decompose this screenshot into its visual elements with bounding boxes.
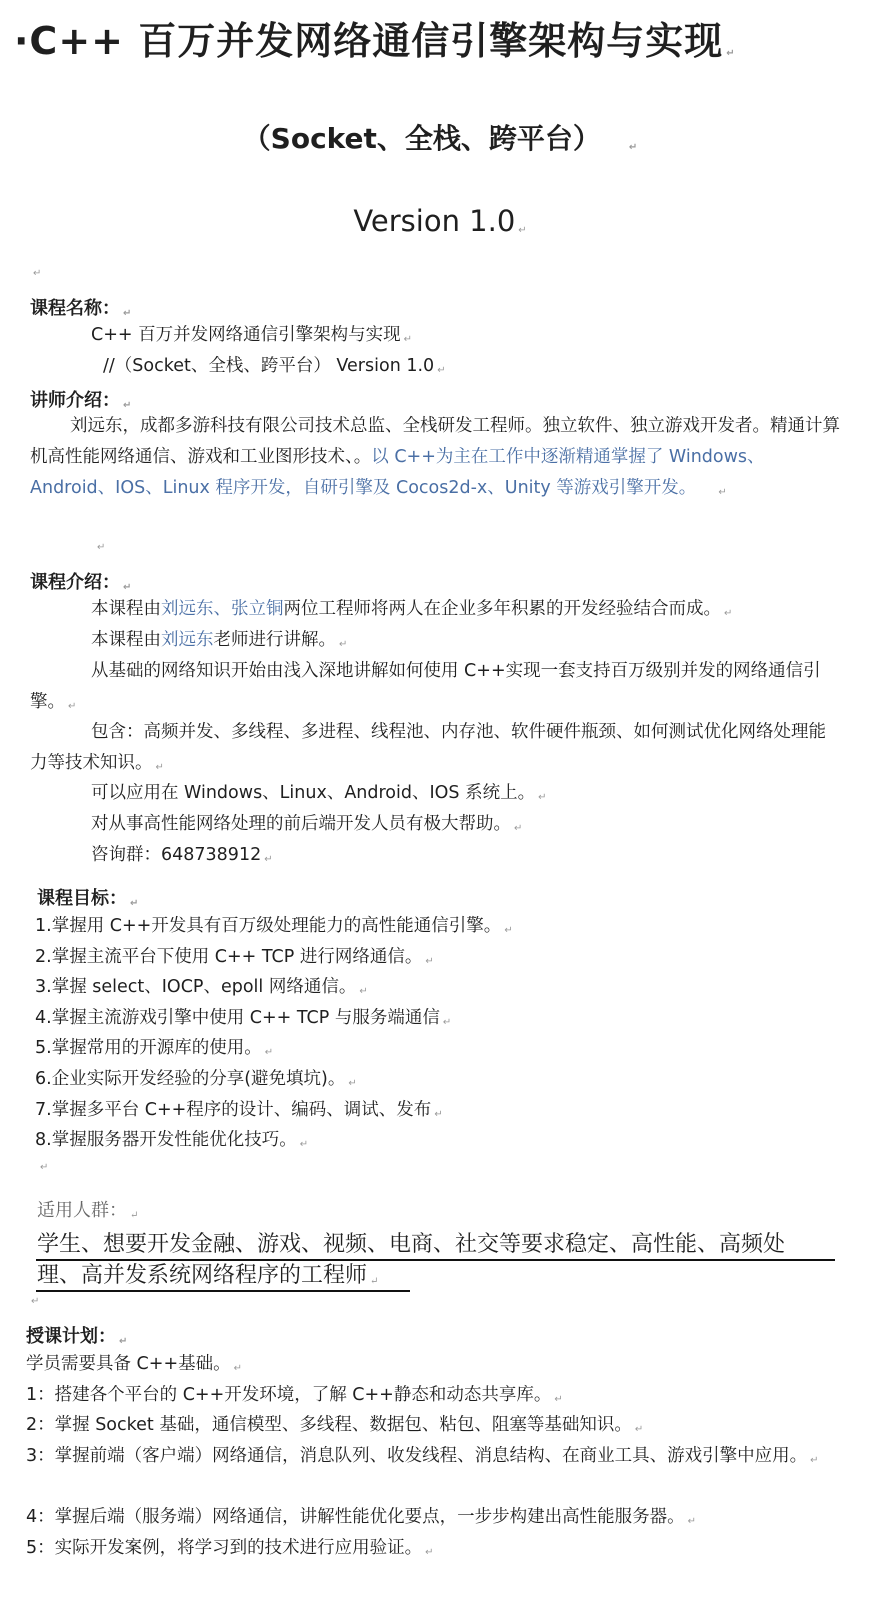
empty-paragraph-mark: ↵ <box>40 1162 49 1173</box>
intro-paragraph: 本课程由刘远东老师进行讲解。 ↵ <box>91 630 348 650</box>
goal-item: 8.掌握服务器开发性能优化技巧。 ↵ <box>35 1130 309 1151</box>
goals-heading: 课程目标： ↵ <box>37 888 139 909</box>
teacher-bio: 刘远东，成都多游科技有限公司技术总监、全栈研发工程师。独立软件、独立游戏开发者。精通计算机高性能网络通信、游戏和工业图形技术、。以 C++为主在工作中逐渐精通掌握了 Windows、Android、IOS、Linux 程序开发，自研引擎及 Cocos2d-x、Unity 等游戏引擎开发。 ↵ <box>30 416 840 498</box>
goal-item: 5.掌握常用的开源库的使用。 ↵ <box>35 1038 274 1059</box>
plan-item: 1：搭建各个平台的 C++开发环境，了解 C++静态和动态共享库。 ↵ <box>26 1385 563 1405</box>
empty-paragraph-mark: ↵ <box>31 1296 40 1307</box>
audience-underline <box>36 1290 410 1292</box>
goal-item: 7.掌握多平台 C++程序的设计、编码、调试、发布 ↵ <box>35 1099 443 1120</box>
goal-item: 4.掌握主流游戏引擎中使用 C++ TCP 与服务端通信 ↵ <box>35 1007 452 1028</box>
intro-paragraph: 可以应用在 Windows、Linux、Android、IOS 系统上。 ↵ <box>91 783 547 803</box>
plan-heading: 授课计划： ↵ <box>26 1326 128 1347</box>
doc-title: ·C++ 百万并发网络通信引擎架构与实现 ↵ <box>14 19 736 63</box>
intro-paragraph: 对从事高性能网络处理的前后端开发人员有极大帮助。 ↵ <box>91 814 523 834</box>
audience-heading: 适用人群： ↵ <box>37 1200 139 1221</box>
empty-paragraph-mark: ↵ <box>97 542 106 553</box>
intro-paragraph: 从基础的网络知识开始由浅入深地讲解如何使用 C++实现一套支持百万级别并发的网络通信引擎。 ↵ <box>30 661 821 712</box>
doc-subtitle: （Socket、全栈、跨平台） ↵ <box>242 122 638 155</box>
audience-line: 理、高并发系统网络程序的工程师 ↵ <box>37 1263 379 1288</box>
empty-paragraph-mark: ↵ <box>33 268 42 279</box>
course-name-heading: 课程名称： ↵ <box>30 298 132 319</box>
goal-item: 3.掌握 select、IOCP、epoll 网络通信。 ↵ <box>35 977 368 998</box>
intro-paragraph: 包含：高频并发、多线程、多进程、线程池、内存池、软件硬件瓶颈、如何测试优化网络处理能力等技术知识。 ↵ <box>30 722 826 773</box>
plan-item: 3：掌握前端（客户端）网络通信，消息队列、收发线程、消息结构、在商业工具、游戏引擎中应用。 ↵ <box>26 1446 819 1466</box>
contact-group: 咨询群：648738912 ↵ <box>91 845 273 865</box>
goal-item: 2.掌握主流平台下使用 C++ TCP 进行网络通信。 ↵ <box>35 946 434 967</box>
audience-line: 学生、想要开发金融、游戏、视频、电商、社交等要求稳定、高性能、高频处 <box>37 1232 786 1257</box>
plan-item: 5：实际开发案例，将学习到的技术进行应用验证。 ↵ <box>26 1538 434 1558</box>
intro-heading: 课程介绍： ↵ <box>30 572 132 593</box>
goal-item: 1.掌握用 C++开发具有百万级处理能力的高性能通信引擎。 ↵ <box>35 916 513 936</box>
teacher-heading: 讲师介绍： ↵ <box>30 390 132 411</box>
intro-paragraph: 本课程由刘远东、张立铜两位工程师将两人在企业多年积累的开发经验结合而成。 ↵ <box>91 599 733 619</box>
plan-prerequisite: 学员需要具备 C++基础。 ↵ <box>26 1354 242 1374</box>
goal-item: 6.企业实际开发经验的分享(避免填坑)。 ↵ <box>35 1069 357 1089</box>
plan-item: 2：掌握 Socket 基础，通信模型、多线程、数据包、粘包、阻塞等基础知识。 ↵ <box>26 1415 644 1435</box>
course-name-line: C++ 百万并发网络通信引擎架构与实现 ↵ <box>91 325 412 345</box>
doc-version: Version 1.0 ↵ <box>353 204 527 238</box>
course-name-subline: //（Socket、全栈、跨平台） Version 1.0 ↵ <box>103 356 446 376</box>
plan-item: 4：掌握后端（服务端）网络通信，讲解性能优化要点，一步步构建出高性能服务器。 ↵ <box>26 1507 697 1527</box>
